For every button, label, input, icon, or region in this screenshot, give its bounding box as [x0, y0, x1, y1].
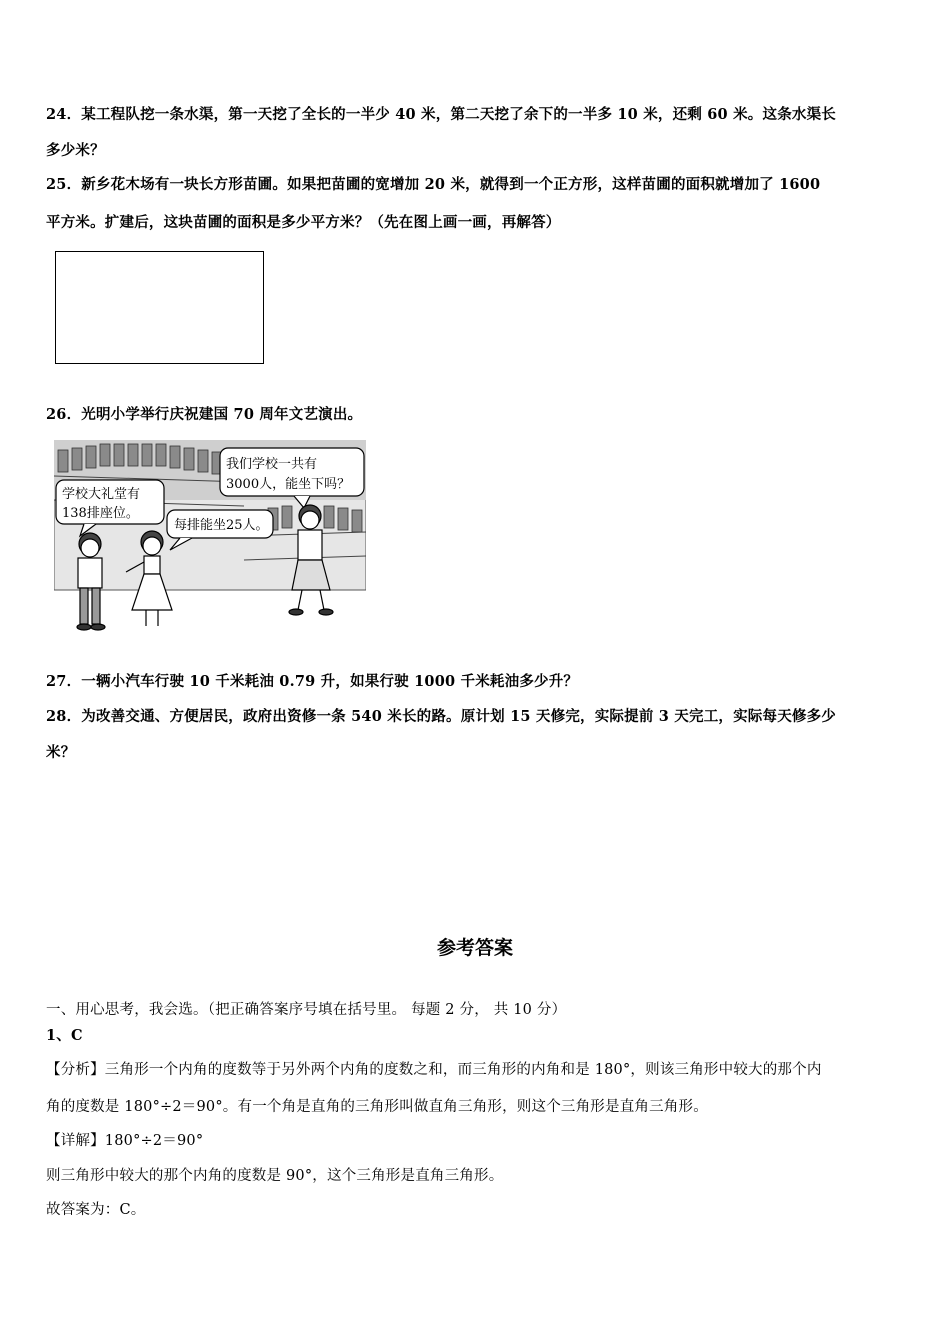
bubble-left-line-1: 学校大礼堂有 [62, 487, 141, 502]
answer-item-1: 1、C [46, 1027, 83, 1044]
q28-line-2: 米？ [46, 744, 76, 761]
boy-figure [77, 533, 105, 630]
answers-title: 参考答案 [436, 937, 513, 959]
bubble-middle-text: 每排能坐25人。 [174, 518, 269, 533]
q27-line-1: 27．一辆小汽车行驶 10 千米耗油 0.79 升，如果行驶 1000 千米耗油多少升？ [46, 673, 579, 690]
analysis-line-1: 【分析】三角形一个内角的度数等于另外两个内角的度数之和，而三角形的内角和是 180°，则该三角形中较大的那个内 [46, 1062, 822, 1078]
conclusion-line: 则三角形中较大的那个内角的度数是 90°，这个三角形是直角三角形。 [46, 1168, 504, 1184]
analysis-line-2: 角的度数是 180°÷2＝90°。有一个角是直角的三角形叫做直角三角形，则这个三角形是直角三角形。 [46, 1099, 708, 1115]
detail-line: 【详解】180°÷2＝90° [46, 1133, 204, 1149]
bubble-right-line-1: 我们学校一共有 [226, 457, 318, 472]
q28-line-1: 28．为改善交通、方便居民，政府出资修一条 540 米长的路。原计划 15 天修完，实际提前 3 天完工，实际每天修多少 [46, 708, 836, 725]
auditorium-illustration [54, 440, 366, 638]
q25-line-1: 25．新乡花木场有一块长方形苗圃。如果把苗圃的宽增加 20 米，就得到一个正方形，这样苗圃的面积就增加了 1600 [46, 176, 821, 193]
answers-section-1: 一、用心思考，我会选。（把正确答案序号填在括号里。 每题 2 分， 共 10 分） [46, 1002, 567, 1018]
q25-line-2: 平方米。扩建后，这块苗圃的面积是多少平方米？（先在图上画一画，再解答） [46, 214, 561, 231]
bubble-right-line-2: 3000人，能坐下吗？ [226, 477, 351, 492]
nursery-rectangle [55, 251, 264, 364]
q24-line-2: 多少米？ [46, 142, 105, 159]
q26-line-1: 26．光明小学举行庆祝建国 70 周年文艺演出。 [46, 406, 363, 423]
q24-line-1: 24．某工程队挖一条水渠，第一天挖了全长的一半少 40 米，第二天挖了余下的一半多 10 米，还剩 60 米。这条水渠长 [46, 106, 836, 123]
final-answer-line: 故答案为：C。 [46, 1202, 146, 1218]
bubble-left-line-2: 138排座位。 [62, 506, 139, 521]
